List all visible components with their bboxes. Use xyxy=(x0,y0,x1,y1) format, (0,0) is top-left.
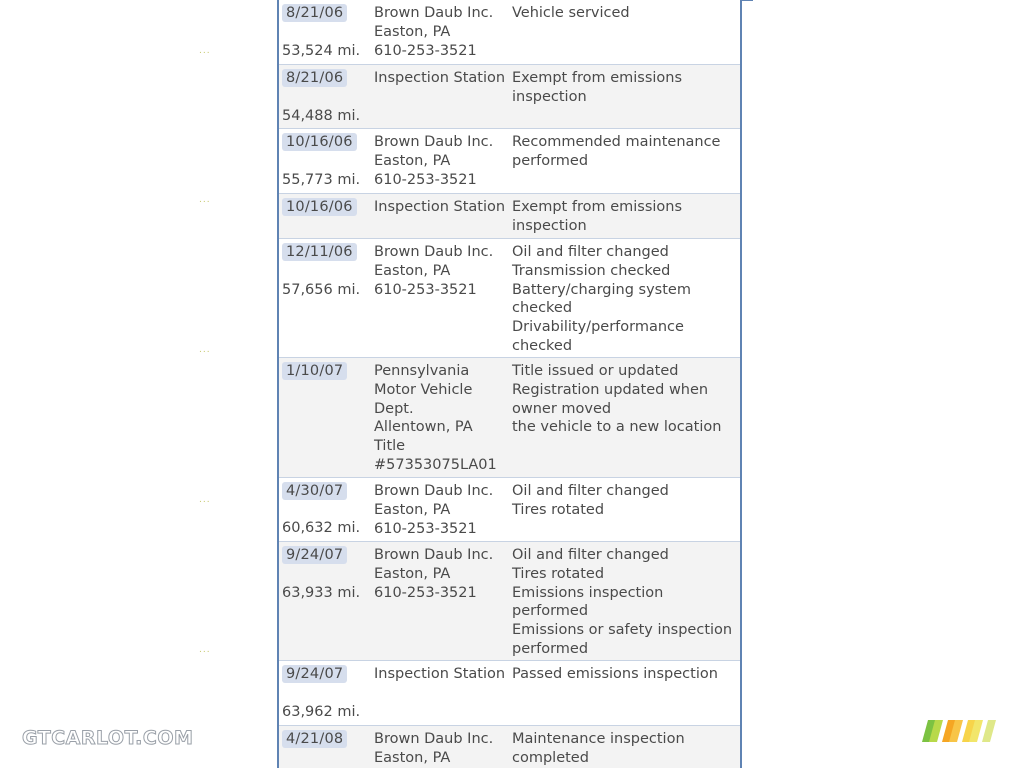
record-date: 10/16/06 xyxy=(282,133,357,151)
record-mileage: 54,488 mi. xyxy=(282,108,361,124)
record-source: Pennsylvania Motor Vehicle Dept. Allentown, PA Title #57353075LA01 xyxy=(374,363,497,473)
history-record xyxy=(279,726,740,768)
record-date: 9/24/07 xyxy=(282,665,347,683)
record-details: Exempt from emissions inspection xyxy=(512,70,683,105)
record-details: Maintenance inspection completed xyxy=(512,731,685,766)
history-record xyxy=(279,129,740,194)
record-details: Oil and filter changed Tires rotated xyxy=(512,483,669,518)
record-source: Brown Daub Inc. Easton, PA 610-253-3521 xyxy=(374,547,494,601)
row-marker: ... xyxy=(199,46,211,56)
record-details: Recommended maintenance performed xyxy=(512,134,721,169)
record-date: 10/16/06 xyxy=(282,198,357,216)
history-record xyxy=(279,65,740,129)
history-record xyxy=(279,0,740,65)
record-source: Brown Daub Inc. Easton, PA 610-253-3521 xyxy=(374,244,494,298)
history-record xyxy=(279,661,740,726)
record-source: Inspection Station xyxy=(374,199,506,215)
history-record xyxy=(279,239,740,358)
gtcarlot-watermark: GTCARLOT.COM xyxy=(22,727,194,749)
row-marker: ... xyxy=(199,345,211,355)
record-date: 1/10/07 xyxy=(282,362,347,380)
row-marker: ... xyxy=(199,645,211,655)
record-mileage: 63,933 mi. xyxy=(282,585,361,601)
record-details: Passed emissions inspection xyxy=(512,666,718,682)
row-marker: ... xyxy=(199,195,211,205)
record-source: Brown Daub Inc. Easton, PA 610-253-3521 xyxy=(374,5,494,59)
record-details: Exempt from emissions inspection xyxy=(512,199,683,234)
record-mileage: 57,656 mi. xyxy=(282,282,361,298)
history-record xyxy=(279,478,740,542)
record-mileage: 60,632 mi. xyxy=(282,520,361,536)
record-mileage: 53,524 mi. xyxy=(282,43,361,59)
history-record xyxy=(279,358,740,478)
record-details: Title issued or updated Registration updated when owner moved the vehicle to a new location xyxy=(512,363,722,436)
row-marker: ... xyxy=(199,495,211,505)
record-mileage: 55,773 mi. xyxy=(282,172,361,188)
record-source: Brown Daub Inc. Easton, PA 610-253-3521 xyxy=(374,134,494,188)
record-source: Brown Daub Inc. Easton, PA 610-253-3521 xyxy=(374,483,494,537)
record-source: Inspection Station xyxy=(374,70,506,86)
history-record xyxy=(279,194,740,239)
record-mileage: 63,962 mi. xyxy=(282,704,361,720)
record-source: Inspection Station xyxy=(374,666,506,682)
record-date: 8/21/06 xyxy=(282,4,347,22)
record-date: 9/24/07 xyxy=(282,546,347,564)
record-details: Oil and filter changed Transmission checked Battery/charging system checked Drivability/performance checked xyxy=(512,244,691,354)
record-details: Vehicle serviced xyxy=(512,5,630,21)
history-record xyxy=(279,542,740,661)
record-date: 4/21/08 xyxy=(282,730,347,748)
vehicle-history-table xyxy=(277,0,742,768)
record-details: Oil and filter changed Tires rotated Emissions inspection performed Emissions or safety inspection performed xyxy=(512,547,733,657)
stripe-logo-icon xyxy=(920,720,998,742)
record-date: 8/21/06 xyxy=(282,69,347,87)
record-date: 4/30/07 xyxy=(282,482,347,500)
record-source: Brown Daub Inc. Easton, PA xyxy=(374,731,494,766)
record-date: 12/11/06 xyxy=(282,243,357,261)
